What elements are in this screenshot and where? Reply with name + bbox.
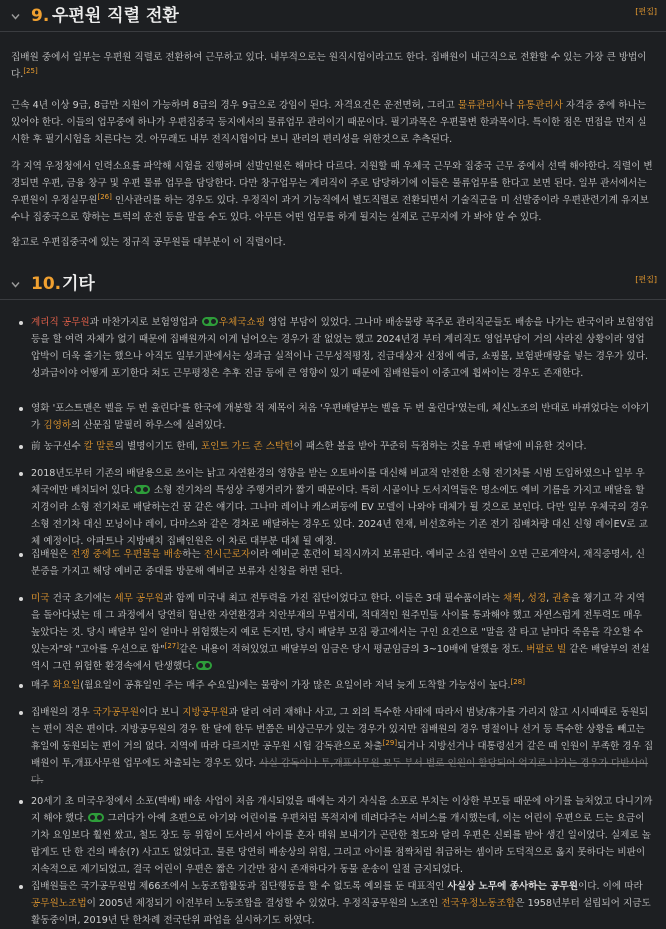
text-run: 집배원들은 국가공무원법 제66조에서 노동조합활동과 집단행동을 할 수 없도록 예외를 둔 대표적인 (31, 881, 448, 892)
list-item (11, 546, 654, 580)
bullet-list (11, 438, 654, 455)
list-item (11, 677, 654, 694)
text-run: 이 패스한 볼을 받아 꾸준히 득점하는 것을 우편 배달에 비유한 것이다. (293, 441, 587, 452)
text-run: 前 농구선수 (31, 441, 84, 452)
bullet-list (11, 546, 654, 580)
text-run: 그러다가 아예 초편으로 아기와 어린이를 우편처럼 목적지에 데려다주는 서비스를 개시했는데, 이는 어린이 우편으로 드는 요금이 기차 요임보다 훨씬 쌌고, 철도 장도 등 위험이 도사리서 아이를 혼자 태워 보내기가 곤란한 철도와 달리 우편은 신뢰를 받아 생긴 일이었다. 실제로 놀랍게도 단 한 건의 배송(?) 사고도 없었다고. 물론 당연히 배송상의 위험, 그리고 아이를 점짝처럼 취급하는 셈이라 도덕적으로 옳지 못하다는 비판이 지속적으로 제기되었고, 결국 어린이 우편은 짧은 기간만 잠시 존재하다가 동물 운송이 일절 금지되었다. (31, 813, 651, 875)
text-run: 각 지역 우정청에서 인력소요를 파악해 시험을 진행하며 선발인원은 해마다 다르다. 지원할 때 우체국 근무와 집중국 근무 중에서 선택 해야한다. 직렬이 변경되면 우편, 금융 창구 및 우편 물류 업무을 담당한다. 다만 창구업무는 계리직이 주로 담당하기에 이들은 물류업무를 한다고 보면 된다. 일부 관서에서는 우편원이 우정실무원 (11, 161, 653, 206)
paragraph (11, 49, 654, 83)
text-run: 이라 예비군 훈련이 퇴직시까지 보류된다. 예비군 소집 연락이 오면 근로계약서, 재직증명서, 신분증을 가지고 해당 예비군 중대를 방문해 예비군 보류자 신청을 하면 된다. (31, 549, 646, 577)
badge-icon (88, 813, 104, 822)
bullet-list (11, 314, 654, 382)
link-post-shopping[interactable]: 우체국쇼핑 (218, 317, 266, 328)
section-number: 10. (31, 274, 62, 294)
paragraph-text: 집배원 중에서 일부는 우편원 직렬로 전환하여 근무하고 있다. 내부적으로는 원직시험이라고도 한다. 집배원이 내근직으로 전환할 수 있는 가장 큰 방법이다. (11, 52, 647, 80)
text-run: 과 마찬가지로 보험영업과 (89, 317, 201, 328)
link-postal-union[interactable]: 전국우정노동조합 (441, 898, 516, 909)
bullet-list (11, 878, 654, 929)
list-item (11, 878, 654, 929)
link-pistol[interactable]: 권총 (552, 593, 571, 604)
list-item (11, 704, 654, 789)
text-run: 은 1958년부터 설립되어 지금도 활동중이며, 2019년 단 한차례 전국단위 파업을 실시하기도 하였다. (31, 898, 651, 926)
link-gyeriji-official[interactable]: 계리직 공무원 (31, 317, 90, 328)
bullet-list (11, 465, 654, 550)
paragraph-text: 참고로 우편집중국에 있는 정규직 공무원들 대부분이 이 직렬이다. (11, 237, 286, 248)
text-run: , (546, 593, 553, 604)
link-buffalo-bill[interactable]: 버팔로 빌 (526, 644, 567, 655)
text-run: 2018년도부터 기존의 배달용으로 쓰이는 낡고 자연환경의 영향을 받는 오토바이를 대신해 비교적 안전한 소형 전기차를 시범 도입하였으나 일부 우체국에만 배치되어 있다. (31, 468, 645, 496)
text-run: 영화 '포스트맨은 벨을 두 번 울린다'를 한국에 개봉할 적 제목이 처음 '우편배달부는 벨을 두 번 울린다'였는데, 체신노조의 반대로 바뀌었다는 이야기가 (31, 403, 650, 431)
link-tax-official[interactable]: 세무 공무원 (114, 593, 164, 604)
text-run: 의 별명이기도 한데, (114, 441, 201, 452)
link-logistics-manager[interactable]: 물류관리사 (457, 100, 505, 111)
badge-icon (196, 661, 212, 670)
list-item (11, 438, 654, 455)
text-run: 영업 부담이 있었다. 그나마 배송물량 폭주로 관리직군들도 배송을 나가는 판국이라 보험영업 등을 할 여력 자체가 없기 때문에 집배원까지 이게 넘어오는 경우가 잘 없었는 했고 2024년경 부터 계리직도 영업부담이 거의 사라진 상황이라 영업 압박이 더욱 줄기는 했으나 아직도 일부기관에서는 성과급 실적이나 근무성적평정, 진급대상자 선정에 예금, 쇼핑몰, 보험판매량을 넣는 경우가 있다. 성과급이야 어떻게 포기한다 쳐도 근무평정은 추후 진급 등에 큰 영향이 있기 때문에 집배원들이 이중고에 휩싸이는 경우도 존재한다. (31, 317, 654, 379)
footnote-ref[interactable]: [29] (382, 738, 398, 747)
chevron-down-icon[interactable] (11, 12, 20, 21)
link-official-union-act[interactable]: 공무원노조법 (31, 898, 87, 909)
text-run: 집배원은 (31, 549, 72, 560)
text-run: 20세기 초 미국우정에서 소포(택배) 배송 사업이 처음 개시되었을 때에는 자기 자식을 소포로 부치는 이상한 부모들 때문에 아기를 늘처었고 다니기까지 해야 했다. (31, 796, 653, 824)
bold-text: 사실상 노무에 종사하는 공무원 (447, 881, 578, 892)
bullet-list (11, 793, 654, 878)
link-national-official[interactable]: 국가공무원 (92, 707, 140, 718)
text-run: (월요일이 공휴일인 주는 매주 수요일)에는 물량이 가장 많은 요일이라 저녁 늦게 도착할 가능성이 높다. (80, 680, 511, 691)
text-run: 근속 4년 이상 9급, 8급만 지원이 가능하며 8급의 경우 9급으로 강임이 된다. 자격요건은 운전면허, 그리고 (11, 100, 458, 111)
edit-link[interactable]: [편집] (635, 7, 657, 16)
link-wartime-worker[interactable]: 전시근로자 (203, 549, 251, 560)
paragraph (11, 234, 654, 251)
chevron-down-icon[interactable] (11, 280, 20, 289)
bullet-list (11, 400, 654, 434)
text-run: 이다 보니 (139, 707, 183, 718)
text-run: 집배원의 경우 (31, 707, 93, 718)
section-title: 기타 (62, 274, 95, 294)
link-tuesday[interactable]: 화요일 (52, 680, 81, 691)
text-run: 매주 (31, 680, 53, 691)
footnote-ref[interactable]: [27] (164, 641, 179, 650)
section-number: 9. (31, 6, 50, 26)
bullet-list (11, 590, 654, 675)
badge-icon (202, 317, 218, 326)
list-item (11, 793, 654, 878)
paragraph (11, 97, 654, 148)
text-run: , (521, 593, 528, 604)
text-run: 같은 내용이 적혀있었고 배달부의 임금은 당시 평균임금의 3~10배에 달했을 정도. (178, 644, 527, 655)
link-karl-malone[interactable]: 칼 말론 (83, 441, 115, 452)
bullet-list (11, 704, 654, 789)
link-wartime-delivery[interactable]: 전쟁 중에도 우편물을 배송 (71, 549, 183, 560)
link-bible[interactable]: 성경 (527, 593, 547, 604)
link-whip[interactable]: 채찍 (502, 593, 522, 604)
text-run: 과 달리 여러 재해나 사고, 그 외의 특수한 사태에 따라서 범낮/휴가를 가리지 않고 시시때때로 동원되는 편이 적은 편이다. 지방공무원의 경우 한 달에 한두 번쯤은 비상근무가 있는 경우가 있지만 집배원의 경우 명절이나 선거 등 특수한 상황을 빼고는 휴일에 동원되는 편이 거의 없다. 지역에 따라 다르지만 공무원 시험 감독관으로 차출 (31, 707, 649, 752)
link-kim-youngha[interactable]: 김영하 (43, 420, 72, 431)
link-distribution-manager[interactable]: 유통관리사 (516, 100, 563, 111)
footnote-ref[interactable]: [26] (97, 192, 112, 201)
strikethrough-text: 사실 감독이나 투,개표사무원 모두 부서 별로 인원이 할당되어 억지로 나가는 경우가 다반사이다. (31, 758, 649, 786)
edit-link[interactable]: [편집] (635, 275, 657, 284)
link-john-stockton[interactable]: 포인트 가드 존 스탁턴 (200, 441, 294, 452)
paragraph (11, 158, 654, 226)
text-run: 건국 초기에는 (49, 593, 115, 604)
list-item (11, 400, 654, 434)
text-run: 하는 (182, 549, 204, 560)
text-run: 의 산문집 말필리 하우스에 실려있다. (71, 420, 226, 431)
section-10-header[interactable] (0, 268, 666, 300)
text-run: 이다. 이에 따라 (577, 881, 643, 892)
link-usa[interactable]: 미국 (31, 593, 50, 604)
link-local-official[interactable]: 지방공무원 (182, 707, 229, 718)
footnote-ref[interactable]: [28] (510, 677, 525, 686)
text-run: 자격증 중에 하나는 있어야 한다. 이들의 업무중에 하나가 우편집중국 등지에서의 물류업무 관리이기 때문이다. 필기과목은 우편물변 한과목이다. 특이한 점은 면접을 먼저 실시한 후 필기시험을 치른다는 것. 아무래도 내부 전직시험이다 보니 관리의 편리성을 위한것으로 추측된다. (11, 100, 647, 145)
text-run: 인사관리를 하는 경우도 있다. 우정직이 과거 기능직에서 별도직렬로 전환되면서 기술직군을 미 선발중이라 우편관련기계 유지보수나 집중국으로 향하는 트럭의 운전 등을 맡을 수도 있다. 아무튼 어떤 업무를 하게 될지는 실제로 근무지에 가 봐야 알 수 있다. (11, 195, 649, 223)
text-run: 이 2005년 제정되기 이전부터 노동조합을 결성할 수 있었다. 우정직공무원의 노조인 (86, 898, 442, 909)
text-run: 같은 배달부의 전설 역시 그런 위험한 환경속에서 탄생했다. (31, 644, 650, 672)
text-run: 되거나 지방선거나 대통령선거 같은 때 인원이 부족한 경우 집배원이 투,개표사무원 업무에도 차출되는 경우도 있다. (31, 741, 654, 769)
badge-icon (134, 485, 150, 494)
text-run: 소형 전기차의 특성상 주행거리가 짧기 때문이다. 특히 시골이나 도서지역들은 명소에도 예비 기름을 가지고 배달을 할 지경이라 소형 전기차로 배달하는건 꿈 같은 얘기다. 그나마 레이나 캐스퍼등에 EV 모델이 나와야 대체가 될 것으로 보인다. 다만 일부 우체국의 경우 소형 전기차 대신 모닝이나 레이, 다마스와 같은 경차로 배달하는 경우도 있다. 2024년 현재, 비선호하는 기존 전기 집배차량 대신 신형 레이EV로 교체 예정이다. 아파트나 지방배치 집배인원은 이 차로 대부분 대체 될 예정. (31, 485, 649, 547)
section-title: 우편원 직렬 전환 (52, 6, 179, 26)
list-item (11, 590, 654, 675)
bullet-list (11, 677, 654, 694)
footnote-ref[interactable]: [25] (23, 66, 38, 75)
section-9-header[interactable] (0, 0, 666, 32)
list-item (11, 314, 654, 382)
list-item (11, 465, 654, 550)
text-run: 을 챙기고 각 지역을 돌아다녔는 데 그 과정에서 당연히 험난한 자연환경과 치안부재의 무법지대, 적대적인 원주민들 사이를 통과해야 했고 자연스럽게 전투력도 매우 높았다는 것. 당시 배달부 일이 얼마나 위험했는지 예로 든지면, 당시 배달부 모집 광고에서는 구인 요건으로 "말을 잘 타고 날마다 죽음을 각오할 수 있는자"와 "고아를 우선으로 함" (31, 593, 645, 655)
text-run: 과 함께 미국내 최고 전투력을 가진 집단이었다고 한다. 이들은 3대 필수품이라는 (163, 593, 503, 604)
text-run: 나 (504, 100, 517, 111)
